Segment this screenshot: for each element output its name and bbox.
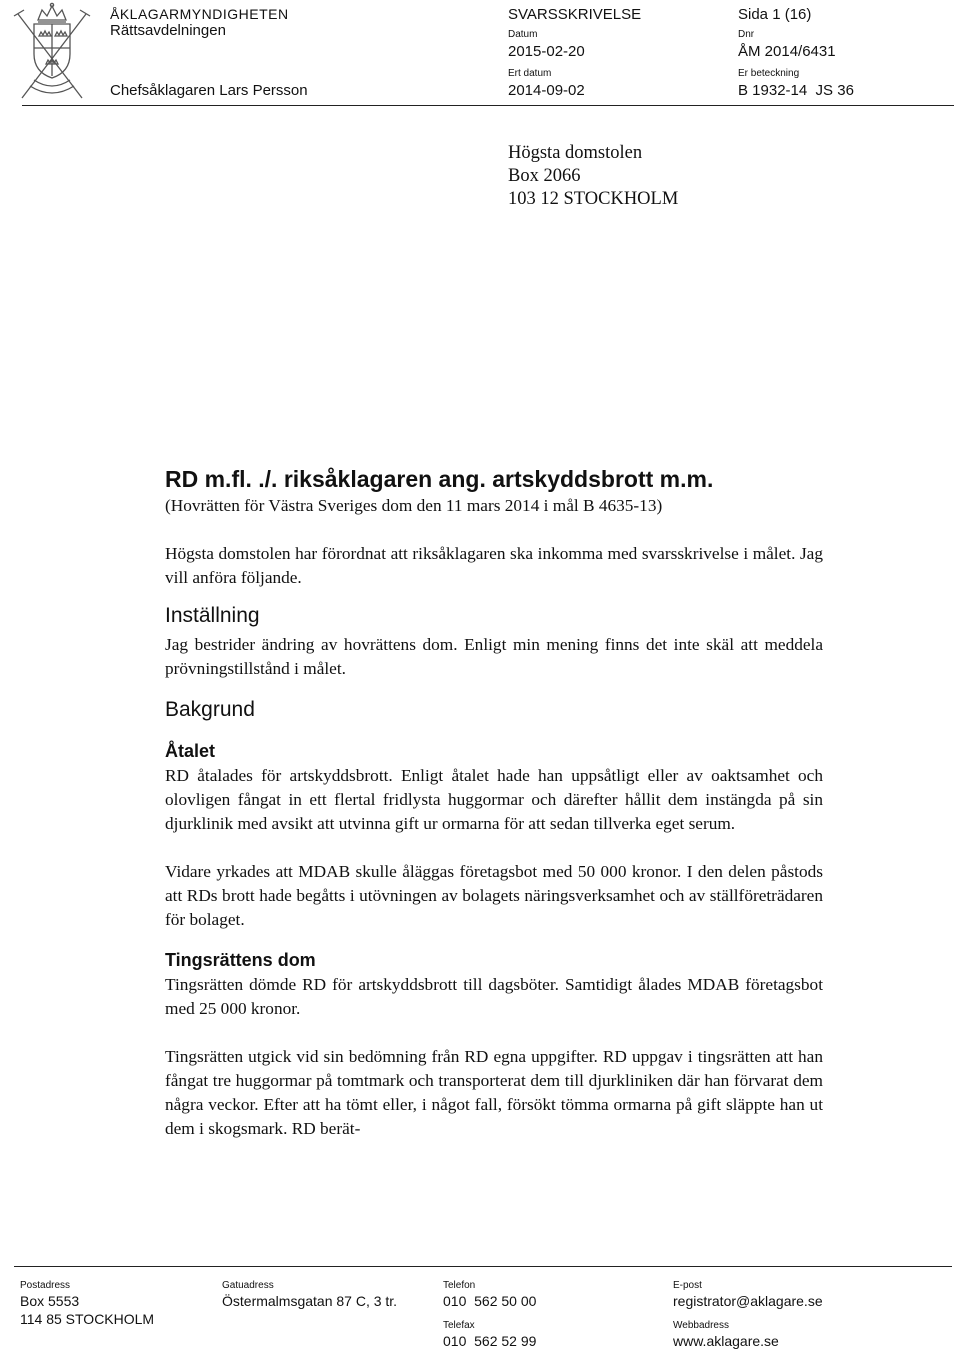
installning-paragraph: Jag bestrider ändring av hovrättens dom. Enligt min mening finns det inte skäl att meddela prövningstillstånd i målet. (165, 635, 823, 678)
case-number-value: ÅM 2014/6431 (738, 43, 836, 60)
website-label: Webbadress (673, 1320, 729, 1331)
date-label: Datum (508, 29, 538, 40)
agency-name: ÅKLAGARMYNDIGHETEN (110, 6, 289, 22)
phone-label: Telefon (443, 1280, 476, 1291)
email-link[interactable]: registrator@aklagare.se (673, 1293, 823, 1309)
footer-phone-fax (443, 1280, 536, 1350)
header-divider (22, 105, 954, 106)
tingsratt-paragraph-2: Tingsrätten utgick vid sin bedömning från RD egna uppgifter. RD uppgav i tingsrätten att han fångat tre huggormar på tomtmark och transporterat dem till djurkliniken där han förvarat dem några veckor. Efter att ha tömt eller, i något fall, försökt tömma ormarna på gift släppte han ut dem i skogsmark. RD berät- (165, 1047, 823, 1138)
email-label: E-post (673, 1280, 702, 1291)
street-address-label: Gatuadress (222, 1280, 274, 1291)
recipient-line: Högsta domstolen (508, 143, 643, 163)
section-heading-bakgrund: Bakgrund (165, 698, 255, 721)
street-address-value: Östermalmsgatan 87 C, 3 tr. (222, 1293, 398, 1309)
atalet-paragraph-2: Vidare yrkades att MDAB skulle åläggas företagsbot med 50 000 kronor. I den delen påstods att RDs brott hade begåtts i utövningen av bolagets näringsverksamhet och av ställföreträdaren för bolaget. (165, 862, 823, 929)
postal-address-label: Postadress (20, 1280, 71, 1291)
intro-paragraph: Högsta domstolen har förordnat att riksåklagaren ska inkomma med svarsskrivelse i målet. Jag vill anföra följande. (165, 544, 823, 587)
postal-address-line: Box 5553 (20, 1293, 80, 1309)
your-reference-label: Er beteckning (738, 68, 800, 79)
postal-address-line: 114 85 STOCKHOLM (20, 1311, 155, 1327)
subheading-atalet: Åtalet (165, 741, 216, 761)
document-body (165, 464, 823, 1141)
phone-value: 010 562 50 00 (443, 1293, 537, 1309)
section-heading-installning: Inställning (165, 604, 260, 627)
fax-label: Telefax (443, 1320, 475, 1331)
date-value: 2015-02-20 (508, 43, 585, 60)
your-date-value: 2014-09-02 (508, 82, 585, 99)
tingsratt-paragraph-1: Tingsrätten dömde RD för artskyddsbrott till dagsböter. Samtidigt ålades MDAB företagsbot med 25 000 kronor. (165, 975, 823, 1018)
page-number: Sida 1 (16) (738, 6, 812, 23)
website-link[interactable]: www.aklagare.se (673, 1333, 779, 1349)
case-number-label: Dnr (738, 29, 755, 40)
coat-of-arms-logo (12, 2, 92, 106)
footer-street-address (222, 1280, 397, 1310)
footer-divider (14, 1266, 952, 1267)
footer-email-web (673, 1280, 823, 1350)
recipient-line: 103 12 STOCKHOLM (508, 189, 679, 209)
subheading-tingsrattens-dom: Tingsrättens dom (165, 950, 316, 970)
case-reference: (Hovrätten för Västra Sveriges dom den 11 mars 2014 i mål B 4635-13) (165, 496, 663, 515)
footer-postal-address (20, 1280, 154, 1328)
department-name: Rättsavdelningen (110, 22, 226, 39)
your-date-label: Ert datum (508, 68, 552, 79)
subject-heading: RD m.fl. ./. riksåklagaren ang. artskyddsbrott m.m. (165, 466, 714, 492)
author-name: Chefsåklagaren Lars Persson (110, 82, 308, 99)
recipient-address (508, 142, 678, 211)
fax-value: 010 562 52 99 (443, 1333, 537, 1349)
your-reference-value: B 1932-14 JS 36 (738, 82, 854, 99)
document-type: SVARSSKRIVELSE (508, 6, 642, 23)
recipient-line: Box 2066 (508, 166, 581, 186)
atalet-paragraph-1: RD åtalades för artskyddsbrott. Enligt åtalet hade han uppsåtligt eller av oaktsamhet och olovligen fångat in ett flertal fridlysta huggormar och därefter hållit dem instängda på sin djurklinik med avsikt att utvinna gift ur ormarna för att sedan tillverka eget serum. (165, 766, 823, 833)
